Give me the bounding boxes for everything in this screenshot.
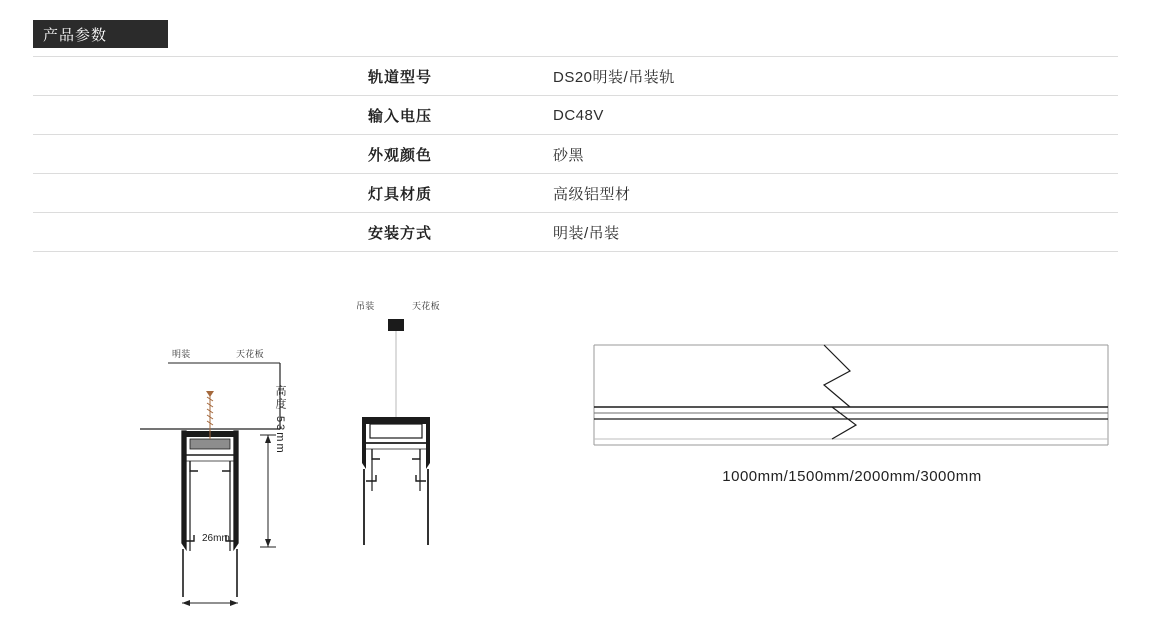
spec-name-cell — [368, 213, 553, 252]
table-row — [33, 174, 1118, 213]
spec-name-cell — [368, 96, 553, 135]
spec-value: 明装/吊装 — [553, 224, 620, 242]
spec-name: 安装方式 — [368, 224, 433, 242]
pendant-mount-label-left: 吊装 — [356, 301, 375, 311]
row-spacer — [33, 213, 368, 252]
height-dimension-label: 高度 53mm — [274, 385, 286, 455]
surface-mount-label-right: 天花板 — [236, 349, 264, 359]
spec-value-cell — [553, 135, 1118, 174]
track-length-drawing — [588, 335, 1128, 515]
section-header-label: 产品参数 — [43, 26, 108, 44]
width-dimension-label: 26mm — [202, 533, 230, 544]
table-row — [33, 96, 1118, 135]
pendant-mount-drawing — [300, 295, 560, 595]
spec-value-cell — [553, 57, 1118, 96]
spec-value-cell — [553, 174, 1118, 213]
spec-value-cell — [553, 96, 1118, 135]
row-spacer — [33, 96, 368, 135]
table-row — [33, 135, 1118, 174]
spec-value: DS20明装/吊装轨 — [553, 68, 675, 86]
pendant-mount-label-right: 天花板 — [412, 301, 440, 311]
spec-value: DC48V — [553, 106, 604, 124]
section-header — [33, 20, 168, 48]
spec-name: 外观颜色 — [368, 146, 433, 164]
spec-name: 输入电压 — [368, 107, 433, 125]
row-spacer — [33, 57, 368, 96]
spec-value: 砂黑 — [553, 146, 585, 164]
spec-name-cell — [368, 135, 553, 174]
spec-name: 轨道型号 — [368, 68, 433, 86]
spec-value: 高级铝型材 — [553, 185, 631, 203]
surface-mount-label-left: 明装 — [172, 349, 191, 359]
spec-name-cell — [368, 57, 553, 96]
spec-value-cell — [553, 213, 1118, 252]
table-row — [33, 213, 1118, 252]
spec-table — [33, 56, 1118, 252]
spec-name: 灯具材质 — [368, 185, 433, 203]
spec-name-cell — [368, 174, 553, 213]
table-row — [33, 57, 1118, 96]
technical-drawings — [0, 275, 1151, 595]
row-spacer — [33, 135, 368, 174]
row-spacer — [33, 174, 368, 213]
track-length-caption: 1000mm/1500mm/2000mm/3000mm — [722, 468, 982, 485]
